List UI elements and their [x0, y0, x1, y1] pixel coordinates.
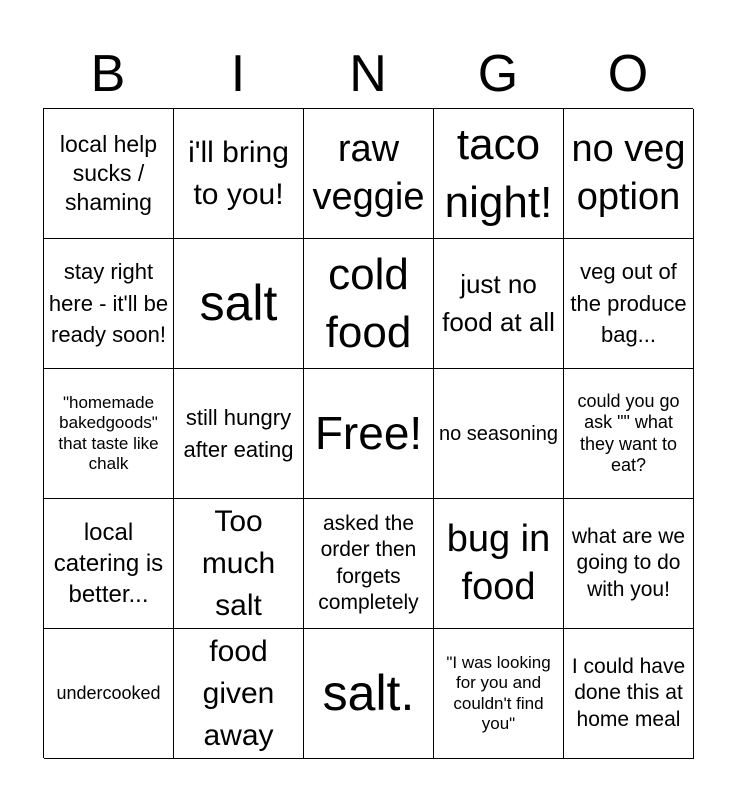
bingo-cell-r1c2[interactable]: i'll bring to you!	[174, 109, 304, 239]
bingo-cell-r1c5[interactable]: no veg option	[564, 109, 694, 239]
bingo-cell-r2c4[interactable]: just no food at all	[434, 239, 564, 369]
bingo-cell-r3c5[interactable]: could you go ask "" what they want to eat?	[564, 369, 694, 499]
bingo-cell-r3c1[interactable]: "homemade bakedgoods" that taste like chalk	[44, 369, 174, 499]
bingo-cell-r2c5[interactable]: veg out of the produce bag...	[564, 239, 694, 369]
bingo-board	[43, 108, 693, 758]
header-letter-b: B	[90, 45, 126, 103]
header-letter-n: N	[349, 45, 387, 103]
bingo-cell-r5c2[interactable]: food given away	[174, 629, 304, 759]
bingo-cell-r5c1[interactable]: undercooked	[44, 629, 174, 759]
header-letter-i: I	[230, 45, 246, 103]
bingo-cell-r4c2[interactable]: Too much salt	[174, 499, 304, 629]
header-letter-g: G	[477, 45, 519, 103]
bingo-cell-r2c2[interactable]: salt	[174, 239, 304, 369]
bingo-cell-r5c5[interactable]: I could have done this at home meal	[564, 629, 694, 759]
bingo-cell-r4c4[interactable]: bug in food	[434, 499, 564, 629]
bingo-cell-r4c3[interactable]: asked the order then forgets completely	[304, 499, 434, 629]
bingo-cell-r5c3[interactable]: salt.	[304, 629, 434, 759]
header-letter-o: O	[607, 45, 649, 103]
bingo-cell-r2c3[interactable]: cold food	[304, 239, 434, 369]
bingo-cell-r3c4[interactable]: no seasoning	[434, 369, 564, 499]
bingo-cell-r4c5[interactable]: what are we going to do with you!	[564, 499, 694, 629]
bingo-cell-r4c1[interactable]: local catering is better...	[44, 499, 174, 629]
bingo-header	[43, 40, 693, 108]
bingo-cell-r3c2[interactable]: still hungry after eating	[174, 369, 304, 499]
bingo-cell-r2c1[interactable]: stay right here - it'll be ready soon!	[44, 239, 174, 369]
bingo-cell-r3c3-free: Free!	[304, 369, 434, 499]
bingo-cell-r1c4[interactable]: taco night!	[434, 109, 564, 239]
bingo-cell-r1c1[interactable]: local help sucks / shaming	[44, 109, 174, 239]
bingo-cell-r5c4[interactable]: "I was looking for you and couldn't find you"	[434, 629, 564, 759]
bingo-cell-r1c3[interactable]: raw veggie	[304, 109, 434, 239]
